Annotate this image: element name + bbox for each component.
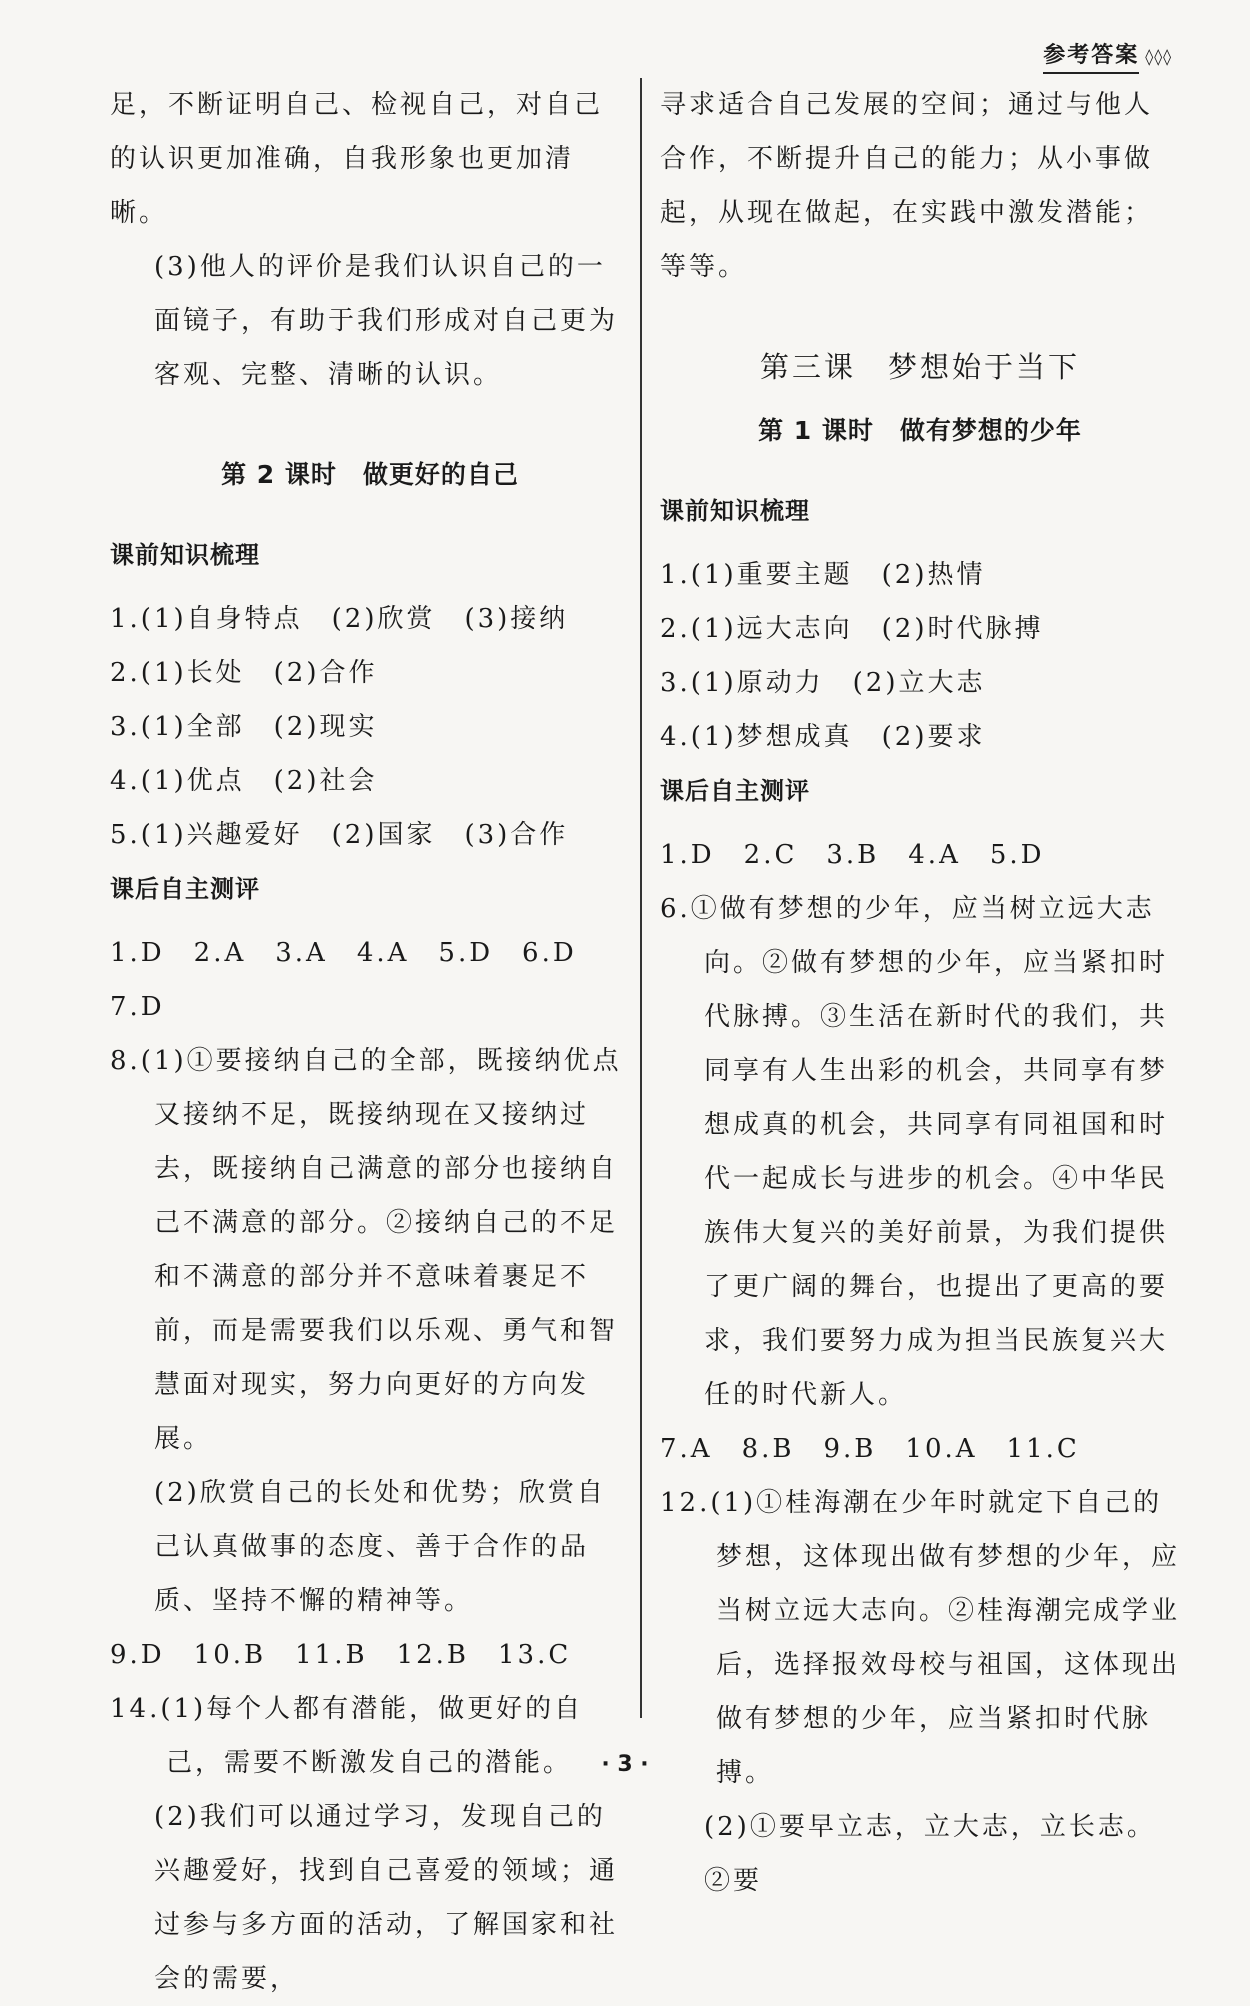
knowledge-item-2: 2.(1)长处 (2)合作: [110, 658, 378, 688]
header-title: 参考答案: [1043, 38, 1139, 74]
answer-8-part-2: (2)欣赏自己的长处和优势；欣赏自己认真做事的态度、善于合作的品质、坚持不懈的精神等。: [154, 1478, 606, 1616]
right-paragraph-1: 寻求适合自己发展的空间；通过与他人合作，不断提升自己的能力；从小事做起，从现在做起，在实践中激发潜能；等等。: [660, 90, 1154, 282]
answer-8-part-1: 8.(1)①要接纳自己的全部，既接纳优点又接纳不足，既接纳现在又接纳过去，既接纳自己满意的部分也接纳自己不满意的部分。②接纳自己的不足和不满意的部分并不意味着裹足不前，而是需要我们以乐观、勇气和智慧面对现实，努力向更好的方向发展。: [110, 1046, 622, 1454]
left-column: [110, 78, 630, 2006]
answer-12-part-2: (2)①要早立志，立大志，立长志。②要: [704, 1812, 1156, 1896]
lesson-title: 第三课 梦想始于当下: [759, 350, 1080, 384]
knowledge-item-4: 4.(1)优点 (2)社会: [110, 766, 378, 796]
subheading-post-class: 课后自主测评: [110, 875, 260, 903]
subheading-pre-class: 课前知识梳理: [110, 541, 260, 569]
right-column: [660, 78, 1180, 1908]
knowledge-item-1: 1.(1)自身特点 (2)欣赏 (3)接纳: [110, 604, 569, 634]
knowledge-item-2: 2.(1)远大志向 (2)时代脉搏: [660, 614, 1044, 644]
subheading-post-class: 课后自主测评: [660, 777, 810, 805]
knowledge-item-1: 1.(1)重要主题 (2)热情: [660, 560, 986, 590]
knowledge-item-3: 3.(1)全部 (2)现实: [110, 712, 378, 742]
answer-12-part-1: 12.(1)①桂海潮在少年时就定下自己的梦想，这体现出做有梦想的少年，应当树立远大志向。②桂海潮完成学业后，选择报效母校与祖国，这体现出做有梦想的少年，应当紧扣时代脉搏。: [660, 1488, 1181, 1788]
answer-6: 6.①做有梦想的少年，应当树立远大志向。②做有梦想的少年，应当紧扣时代脉搏。③生活在新时代的我们，共同享有人生出彩的机会，共同享有梦想成真的机会，共同享有同祖国和时代一起成长与进步的机会。④中华民族伟大复兴的美好前景，为我们提供了更广阔的舞台，也提出了更高的要求，我们要努力成为担当民族复兴大任的时代新人。: [660, 894, 1169, 1410]
page-number: · 3 ·: [601, 1752, 649, 1777]
answer-choices-1-7: 1.D 2.A 3.A 4.A 5.D 6.D 7.D: [110, 938, 606, 1022]
section-title: 第 2 课时 做更好的自己: [221, 460, 519, 489]
answer-choices-7-11: 7.A 8.B 9.B 10.A 11.C: [660, 1434, 1080, 1464]
left-paragraph-2: (3)他人的评价是我们认识自己的一面镜子，有助于我们形成对自己更为客观、完整、清晰的认识。: [154, 252, 619, 390]
knowledge-item-5: 5.(1)兴趣爱好 (2)国家 (3)合作: [110, 820, 569, 850]
subheading-pre-class: 课前知识梳理: [660, 497, 810, 525]
answer-14-part-1: 14.(1)每个人都有潜能，做更好的自己，需要不断激发自己的潜能。: [110, 1694, 584, 1778]
answer-choices-1-5: 1.D 2.C 3.B 4.A 5.D: [660, 840, 1045, 870]
diamond-icon: ◊◊◊: [1145, 46, 1172, 66]
knowledge-item-3: 3.(1)原动力 (2)立大志: [660, 668, 986, 698]
page-header: [1043, 38, 1172, 74]
knowledge-item-4: 4.(1)梦想成真 (2)要求: [660, 722, 986, 752]
answer-14-part-2: (2)我们可以通过学习，发现自己的兴趣爱好，找到自己喜爱的领域；通过参与多方面的活动，了解国家和社会的需要，: [154, 1802, 619, 1994]
column-divider: [640, 78, 642, 1718]
section-title: 第 1 课时 做有梦想的少年: [758, 416, 1082, 445]
left-paragraph-1: 足，不断证明自己、检视自己，对自己的认识更加准确，自我形象也更加清晰。: [110, 90, 604, 228]
answer-choices-9-13: 9.D 10.B 11.B 12.B 13.C: [110, 1640, 572, 1670]
